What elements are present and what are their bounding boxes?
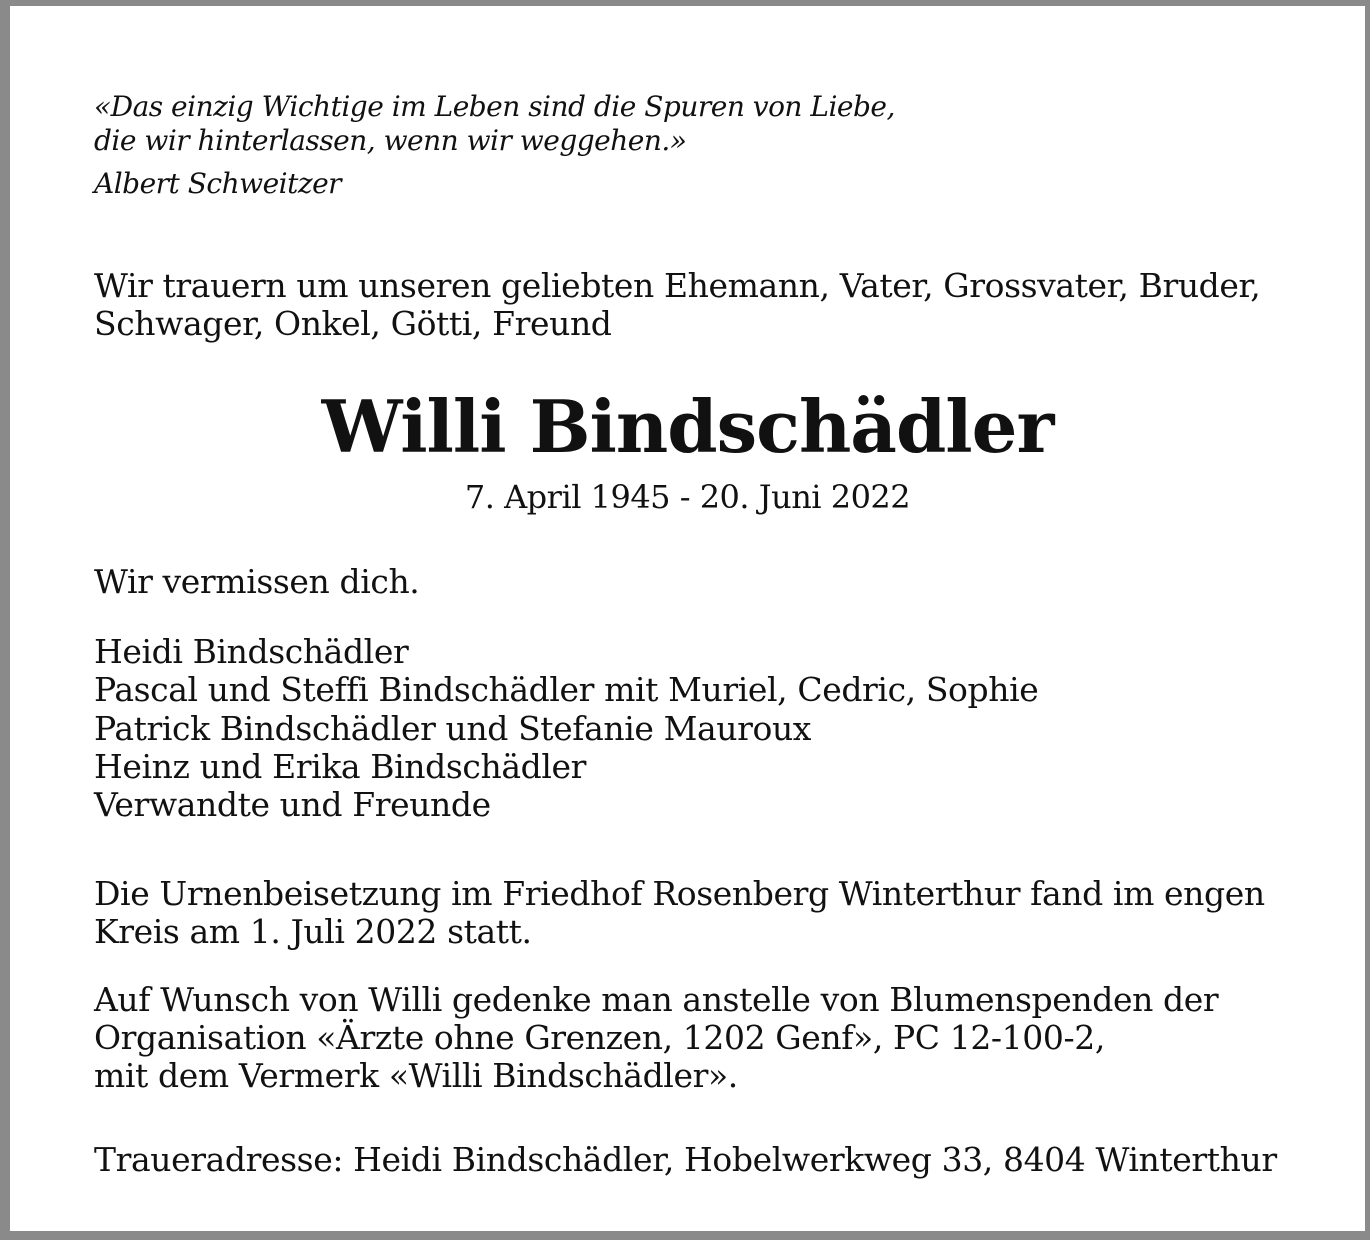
donation-line: mit dem Vermerk «Willi Bindschädler». [94, 1056, 738, 1095]
life-dates: 7. April 1945 - 20. Juni 2022 [464, 478, 911, 516]
quote-line: die wir hinterlassen, wenn wir weggehen.» [94, 124, 687, 157]
burial-line: Die Urnenbeisetzung im Friedhof Rosenberg Winterthur fand im engen [94, 874, 1265, 913]
mourner-entry: Heidi Bindschädler [94, 632, 409, 671]
mourning-address: Traueradresse: Heidi Bindschädler, Hobelwerkweg 33, 8404 Winterthur [94, 1140, 1277, 1179]
burial-notice [94, 875, 1265, 951]
donation-line: Auf Wunsch von Willi gedenke man anstelle von Blumenspenden der [94, 980, 1219, 1019]
intro-text [94, 267, 1260, 343]
mourner-entry: Verwandte und Freunde [94, 785, 491, 825]
mourners-list [94, 633, 1038, 824]
mourner-entry: Pascal und Steffi Bindschädler mit Muriel, Cedric, Sophie [94, 670, 1039, 710]
intro-line: Wir trauern um unseren geliebten Ehemann, Vater, Grossvater, Bruder, [94, 266, 1261, 305]
intro-line: Schwager, Onkel, Götti, Freund [94, 304, 612, 343]
deceased-name: Willi Bindschädler [321, 384, 1054, 469]
mourner-entry: Heinz und Erika Bindschädler [94, 746, 587, 786]
farewell-text: Wir vermissen dich. [94, 562, 420, 601]
burial-line: Kreis am 1. Juli 2022 statt. [94, 912, 532, 951]
mourner-entry: Patrick Bindschädler und Stefanie Mauroux [94, 708, 812, 748]
quote-line: «Das einzig Wichtige im Leben sind die Spuren von Liebe, [94, 90, 895, 123]
donation-notice [94, 981, 1218, 1095]
quote-block [94, 90, 895, 158]
donation-line: Organisation «Ärzte ohne Grenzen, 1202 Genf», PC 12-100-2, [94, 1018, 1105, 1057]
quote-author: Albert Schweitzer [94, 167, 342, 200]
